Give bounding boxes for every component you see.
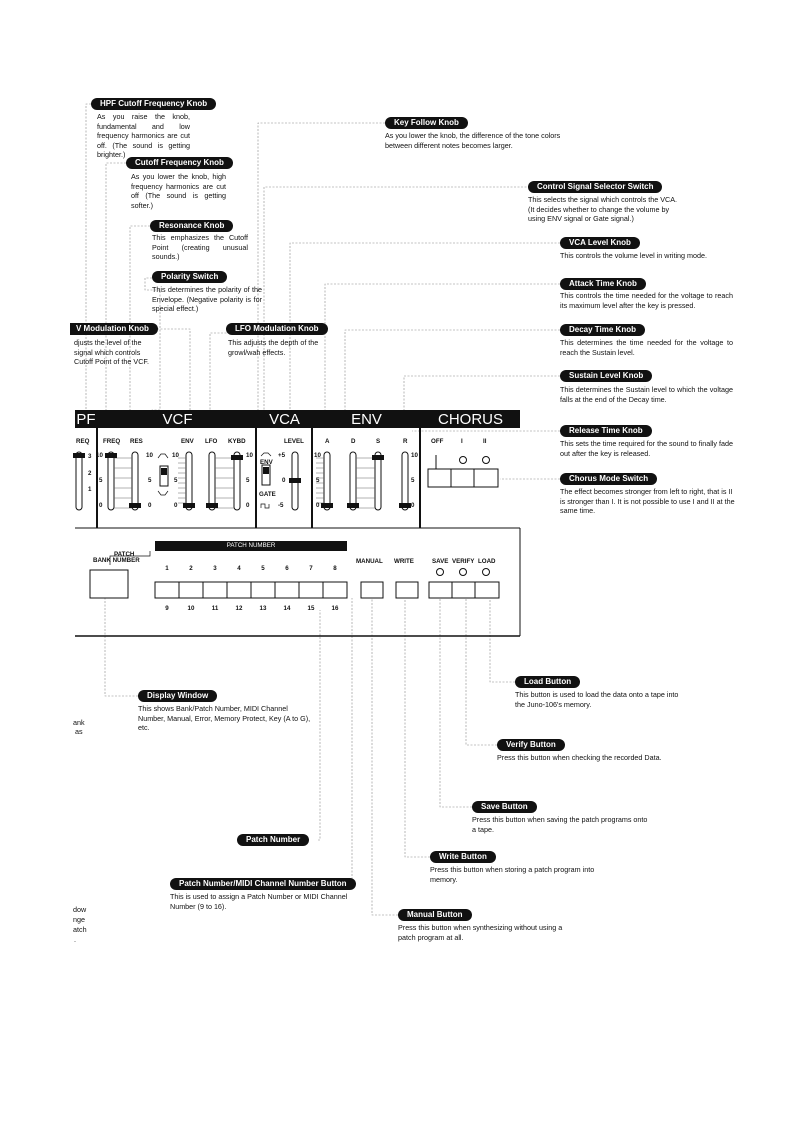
key-follow-text: As you lower the knob, the difference of the tone colors between different notes becomes larger. (385, 131, 561, 150)
left-fragment: dow (73, 905, 87, 914)
scale-5e: 5 (316, 477, 320, 484)
display-title: Display Window (138, 690, 217, 702)
patch-buttons-row[interactable] (155, 582, 347, 598)
patch-num-9: 9 (165, 605, 169, 612)
left-fragment: nge (73, 915, 85, 924)
manual-title: Manual Button (398, 909, 472, 921)
label-env-mod: ENV (181, 438, 194, 445)
scale-0: 0 (99, 502, 103, 509)
patch-num-4: 4 (237, 565, 241, 572)
chorus-mode-text: The effect becomes stronger from left to right, that is II is stronger than I. It is not possible to use I and II at the same time. (560, 487, 735, 516)
label-kybd: KYBD (228, 438, 246, 445)
label-a: A (325, 438, 330, 445)
patch-num-15: 15 (307, 605, 315, 612)
scale-10f: 10 (411, 452, 418, 459)
save-label: SAVE (432, 558, 449, 565)
load-text: This button is used to load the data onto a tape into the Juno-106's memory. (515, 690, 679, 709)
chorus-off-label: OFF (431, 438, 444, 445)
polarity-title: Polarity Switch (152, 271, 227, 283)
left-fragment: as (75, 727, 83, 736)
label-freq: FREQ (103, 438, 121, 445)
control-signal-text: This selects the signal which controls the VCA. (It decides whether to change the volume by using ENV signal or Gate signal.) (528, 195, 678, 224)
patch-num-1: 1 (165, 565, 169, 572)
chorus-off-button[interactable] (428, 469, 451, 487)
scale-10c: 10 (146, 452, 153, 459)
verify-text: Press this button when checking the recorded Data. (497, 753, 662, 762)
release-text: This sets the time required for the sound to finally fade out after the key is released. (560, 439, 733, 458)
patch-num-7: 7 (309, 565, 313, 572)
manual-button[interactable] (361, 582, 383, 598)
scale-2: 2 (88, 470, 92, 477)
patch-num-12: 12 (235, 605, 243, 612)
save-title: Save Button (472, 801, 537, 813)
verify-button[interactable] (452, 582, 475, 598)
patch-num-11: 11 (211, 605, 219, 612)
verify-label: VERIFY (452, 558, 475, 565)
write-text: Press this button when storing a patch program into memory. (430, 865, 595, 884)
label-lfo: LFO (205, 438, 218, 445)
control-signal-title: Control Signal Selector Switch (528, 181, 662, 193)
patch-number-bar: PATCH NUMBER (226, 542, 276, 549)
patch-midi-title: Patch Number/MIDI Channel Number Button (170, 878, 356, 890)
scale-5: 5 (99, 477, 103, 484)
lfo-mod-text: This adjusts the depth of the growl/wah effects. (228, 338, 319, 357)
vca-switch-gate: GATE (259, 491, 276, 498)
left-fragment: . (74, 935, 76, 944)
cutoff-title: Cutoff Frequency Knob (126, 157, 233, 169)
scale-0b: 0 (174, 502, 178, 509)
save-button[interactable] (429, 582, 452, 598)
write-title: Write Button (430, 851, 496, 863)
scale-5f: 5 (411, 477, 415, 484)
scale-0f: 0 (411, 502, 415, 509)
patch-num-10: 10 (187, 605, 195, 612)
scale-3: 3 (88, 453, 92, 460)
chorus-one-button[interactable] (451, 469, 474, 487)
chorus-mode-title: Chorus Mode Switch (560, 473, 657, 485)
label-res: RES (130, 438, 143, 445)
attack-text: This controls the time needed for the voltage to reach its maximum level after the key is pressed. (560, 291, 733, 310)
patch-label: PATCH (114, 551, 135, 558)
scale-plus5: +5 (278, 452, 286, 459)
cutoff-text: As you lower the knob, high frequency harmonics are cut off (The sound is getting softer.) (131, 172, 226, 210)
scale-10d: 10 (246, 452, 253, 459)
patch-midi-text: This is used to assign a Patch Number or MIDI Channel Number (9 to 16). (170, 892, 348, 911)
hpf-cutoff-title: HPF Cutoff Frequency Knob (91, 98, 216, 110)
attack-title: Attack Time Knob (560, 278, 646, 290)
release-title: Release Time Knob (560, 425, 652, 437)
scale-minus5: -5 (278, 502, 284, 509)
sustain-title: Sustain Level Knob (560, 370, 652, 382)
key-follow-title: Key Follow Knob (385, 117, 468, 129)
patch-num-8: 8 (333, 565, 337, 572)
scale-0d: 0 (246, 502, 250, 509)
env-mod-title: V Modulation Knob (70, 323, 158, 335)
label-d: D (351, 438, 356, 445)
patch-num-5: 5 (261, 565, 265, 572)
env-mod-text: djusts the level of the signal which controls Cutoff Point of the VCF. (74, 338, 149, 367)
chorus-one-label: I (461, 438, 463, 445)
patch-number-title: Patch Number (237, 834, 309, 846)
vca-level-text: This controls the volume level in writing mode. (560, 251, 708, 260)
scale-5d: 5 (246, 477, 250, 484)
chorus-two-label: II (483, 438, 487, 445)
left-fragment: atch (73, 925, 87, 934)
vca-level-title: VCA Level Knob (560, 237, 640, 249)
load-title: Load Button (515, 676, 580, 688)
scale-5c: 5 (148, 477, 152, 484)
patch-num-14: 14 (283, 605, 291, 612)
write-button[interactable] (396, 582, 418, 598)
left-fragment: ank (73, 718, 85, 727)
scale-10e: 10 (314, 452, 321, 459)
load-label: LOAD (478, 558, 496, 565)
scale-zero-vca: 0 (282, 477, 286, 484)
vca-switch-env: ENV (260, 459, 273, 466)
decay-text: This determines the time needed for the voltage to reach the Sustain level. (560, 338, 733, 357)
manual-label: MANUAL (356, 558, 383, 565)
label-r: R (403, 438, 408, 445)
resonance-text: This emphasizes the Cutoff Point (creating unusual sounds.) (152, 233, 248, 262)
section-env: ENV (351, 411, 382, 428)
scale-10b: 10 (172, 452, 179, 459)
decay-title: Decay Time Knob (560, 324, 645, 336)
polarity-text: This determines the polarity of the Envelope. (Negative polarity is for special effect.) (152, 285, 262, 314)
bank-number-label: BANK NUMBER (93, 557, 140, 564)
scale-0e: 0 (316, 502, 320, 509)
scale-0c: 0 (148, 502, 152, 509)
write-label: WRITE (394, 558, 414, 565)
manual-text: Press this button when synthesizing without using a patch program at all. (398, 923, 563, 942)
label-level: LEVEL (284, 438, 304, 445)
sustain-text: This determines the Sustain level to which the voltage falls at the end of the Decay time. (560, 385, 733, 404)
patch-num-13: 13 (259, 605, 267, 612)
section-hpf: PF (76, 411, 96, 428)
hpf-cutoff-text: As you raise the knob, fundamental and low frequency harmonics are cut off. (The sound is getting brighter.) (97, 112, 190, 160)
patch-num-16: 16 (331, 605, 339, 612)
scale-5b: 5 (174, 477, 178, 484)
save-text: Press this button when saving the patch programs onto a tape. (472, 815, 648, 834)
label-hpf: REQ (76, 438, 90, 445)
scale-10: 10 (96, 452, 103, 459)
display-window (90, 570, 128, 598)
section-vcf: VCF (162, 411, 193, 428)
section-vca: VCA (269, 411, 300, 428)
label-s: S (376, 438, 381, 445)
resonance-title: Resonance Knob (150, 220, 233, 232)
verify-title: Verify Button (497, 739, 565, 751)
section-chorus: CHORUS (437, 411, 503, 428)
patch-num-6: 6 (285, 565, 289, 572)
chorus-two-button[interactable] (474, 469, 498, 487)
load-button[interactable] (475, 582, 499, 598)
scale-1: 1 (88, 486, 92, 493)
patch-num-2: 2 (189, 565, 193, 572)
lfo-mod-title: LFO Modulation Knob (226, 323, 328, 335)
display-text: This shows Bank/Patch Number, MIDI Channel Number, Manual, Error, Memory Protect, Key (A to G), etc. (138, 704, 311, 733)
patch-num-3: 3 (213, 565, 217, 572)
